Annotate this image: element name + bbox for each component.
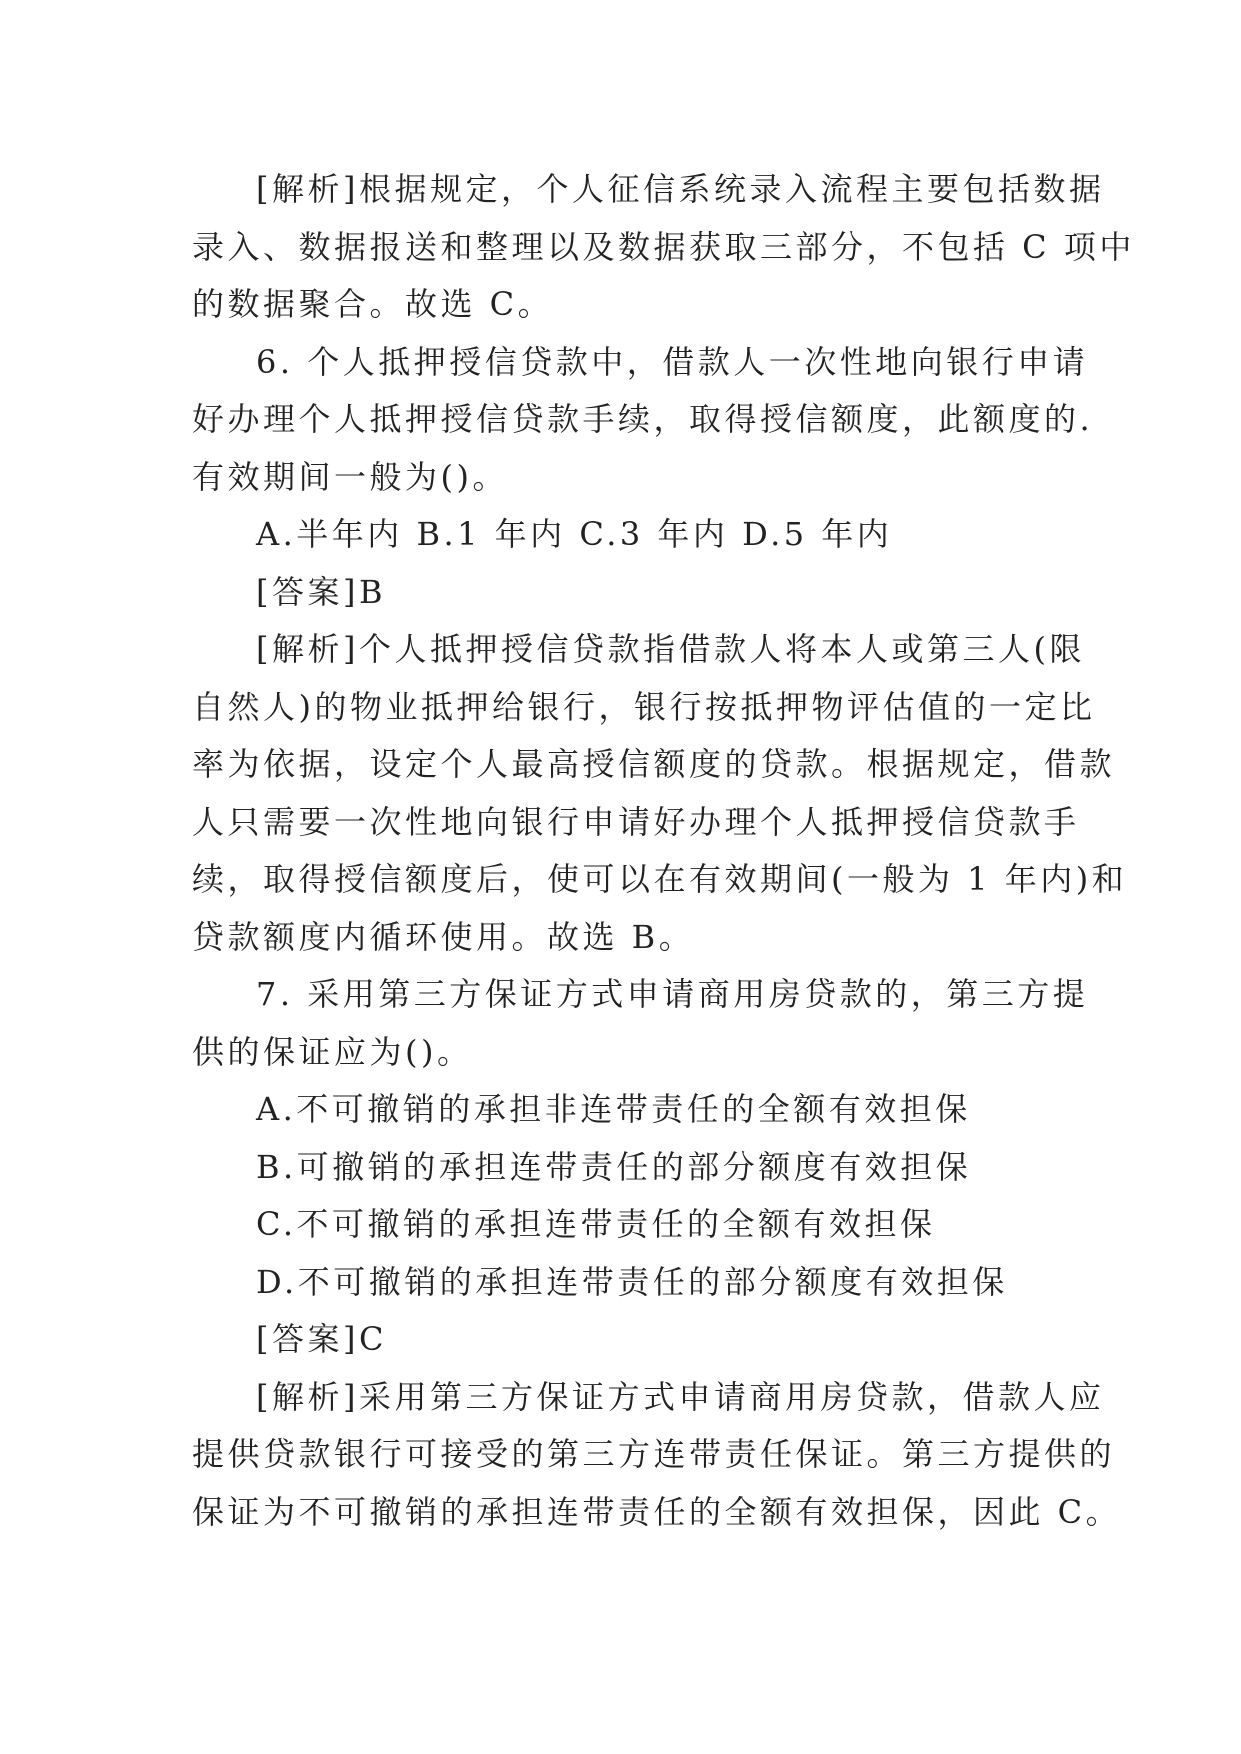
question-7-option-d xyxy=(192,1254,1052,1312)
text-line: A.不可撤销的承担非连带责任的全额有效担保 xyxy=(256,1090,971,1128)
text-line: [答案]C xyxy=(256,1320,387,1358)
text-line: A.半年内 B.1 年内 C.3 年内 D.5 年内 xyxy=(256,515,893,553)
question-7-option-a xyxy=(192,1081,1052,1139)
text-line: 好办理个人抵押授信贷款手续，取得授信额度，此额度的. xyxy=(192,400,1094,438)
text-line: 供的保证应为()。 xyxy=(192,1032,473,1071)
text-line: [解析]根据规定，个人征信系统录入流程主要包括数据 xyxy=(256,170,1105,208)
text-line: 续，取得授信额度后，使可以在有效期间(一般为 1 年内)和 xyxy=(192,860,1128,898)
document-body xyxy=(192,161,1135,1541)
text-line: 录入、数据报送和整理以及数据获取三部分，不包括 C 项中 xyxy=(192,227,1135,266)
question-7 xyxy=(192,966,1089,1081)
text-line: B.可撤销的承担连带责任的部分额度有效担保 xyxy=(256,1147,972,1186)
text-line: 贷款额度内循环使用。故选 B。 xyxy=(192,917,695,956)
text-line: 人只需要一次性地向银行申请好办理个人抵押授信贷款手 xyxy=(192,802,1080,841)
text-line: 有效期间一般为()。 xyxy=(192,457,508,496)
text-line: 保证为不可撤销的承担连带责任的全额有效担保，因此 C。 xyxy=(192,1492,1122,1531)
answer-7 xyxy=(192,1311,1052,1369)
text-line: [解析]个人抵押授信贷款指借款人将本人或第三人(限 xyxy=(256,630,1085,668)
question-6-options xyxy=(192,506,1052,564)
question-7-option-c xyxy=(192,1196,1052,1254)
answer-6 xyxy=(192,564,1052,622)
text-line: 6. 个人抵押授信贷款中，借款人一次性地向银行申请 xyxy=(256,342,1089,381)
text-line: [答案]B xyxy=(256,572,386,611)
explanation-6 xyxy=(192,621,1128,966)
text-line: [解析]采用第三方保证方式申请商用房贷款，借款人应 xyxy=(256,1377,1105,1416)
question-7-option-b xyxy=(192,1139,1052,1197)
text-line: 提供贷款银行可接受的第三方连带责任保证。第三方提供的 xyxy=(192,1435,1116,1473)
text-line: C.不可撤销的承担连带责任的全额有效担保 xyxy=(256,1205,936,1243)
text-line: 7. 采用第三方保证方式申请商用房贷款的，第三方提 xyxy=(256,975,1089,1013)
question-6 xyxy=(192,334,1094,507)
text-line: D.不可撤销的承担连带责任的部分额度有效担保 xyxy=(256,1262,1008,1301)
text-line: 率为依据，设定个人最高授信额度的贷款。根据规定，借款 xyxy=(192,745,1116,783)
explanation-7 xyxy=(192,1369,1122,1542)
text-line: 自然人)的物业抵押给银行，银行按抵押物评估值的一定比 xyxy=(192,687,1096,726)
explanation-paragraph xyxy=(192,161,1135,334)
text-line: 的数据聚合。故选 C。 xyxy=(192,285,554,323)
